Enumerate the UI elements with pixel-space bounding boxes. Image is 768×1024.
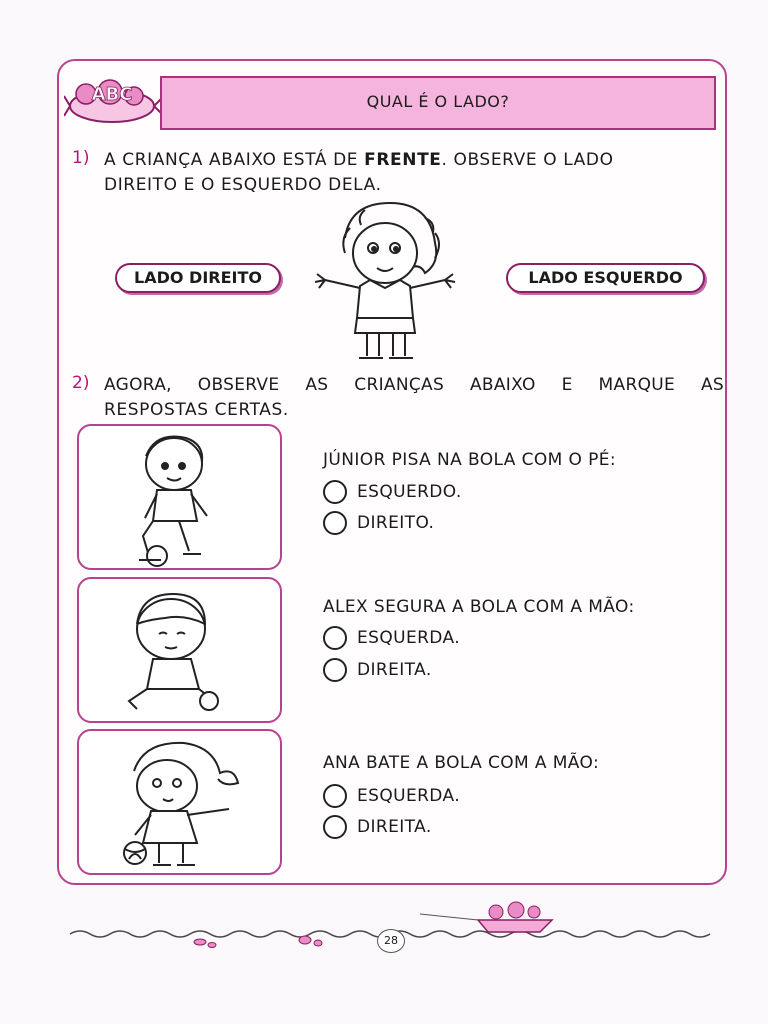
label-lado-direito: LADO DIREITO — [115, 263, 281, 293]
page-title: QUAL É O LADO? — [366, 92, 510, 111]
title-bar — [160, 76, 716, 130]
illustration-box-alex — [77, 577, 282, 723]
option-label: ESQUERDA. — [357, 786, 461, 806]
logo-text: ABC — [91, 84, 133, 105]
boat-icon — [420, 902, 552, 932]
question-1-number: 1) — [72, 148, 90, 168]
question-1-text-pre: A CRIANÇA ABAIXO ESTÁ DE — [104, 150, 365, 170]
option-junior-esquerdo[interactable] — [323, 478, 462, 506]
option-label: DIREITA. — [357, 660, 432, 680]
question-2-line-1: AGORA, OBSERVE AS CRIANÇAS ABAIXO E MARQUE AS — [104, 375, 724, 395]
illustration-box-junior — [77, 424, 282, 570]
question-1-line-2: DIREITO E O ESQUERDO DELA. — [104, 175, 382, 195]
option-junior-direito[interactable] — [323, 509, 434, 537]
radio-circle[interactable] — [323, 626, 347, 650]
fish-icons — [194, 936, 322, 948]
option-ana-direita[interactable] — [323, 813, 432, 841]
radio-circle[interactable] — [323, 815, 347, 839]
question-1-text-post: . OBSERVE O LADO — [441, 150, 614, 170]
child-front-illustration — [305, 198, 475, 368]
abc-logo — [64, 70, 164, 134]
question-2-prompt-2: ALEX SEGURA A BOLA COM A MÃO: — [323, 597, 635, 617]
illustration-box-ana — [77, 729, 282, 875]
question-2-line-2: RESPOSTAS CERTAS. — [104, 400, 289, 420]
page-number: 28 — [377, 929, 405, 953]
option-alex-direita[interactable] — [323, 656, 432, 684]
option-alex-esquerda[interactable] — [323, 624, 460, 652]
junior-illustration — [79, 426, 280, 568]
label-lado-esquerdo: LADO ESQUERDO — [506, 263, 705, 293]
option-ana-esquerda[interactable] — [323, 782, 460, 810]
question-1-bold-word: FRENTE — [364, 150, 442, 170]
ana-illustration — [79, 731, 280, 873]
question-2-prompt-1: JÚNIOR PISA NA BOLA COM O PÉ: — [323, 450, 617, 470]
radio-circle[interactable] — [323, 480, 347, 504]
radio-circle[interactable] — [323, 658, 347, 682]
radio-circle[interactable] — [323, 784, 347, 808]
radio-circle[interactable] — [323, 511, 347, 535]
question-1-line-1 — [104, 148, 724, 173]
option-label: DIREITO. — [357, 513, 435, 533]
option-label: ESQUERDA. — [357, 628, 461, 648]
question-2-prompt-3: ANA BATE A BOLA COM A MÃO: — [323, 753, 600, 773]
option-label: ESQUERDO. — [357, 482, 462, 502]
option-label: DIREITA. — [357, 817, 432, 837]
question-2-number: 2) — [72, 373, 90, 393]
alex-illustration — [79, 579, 280, 721]
